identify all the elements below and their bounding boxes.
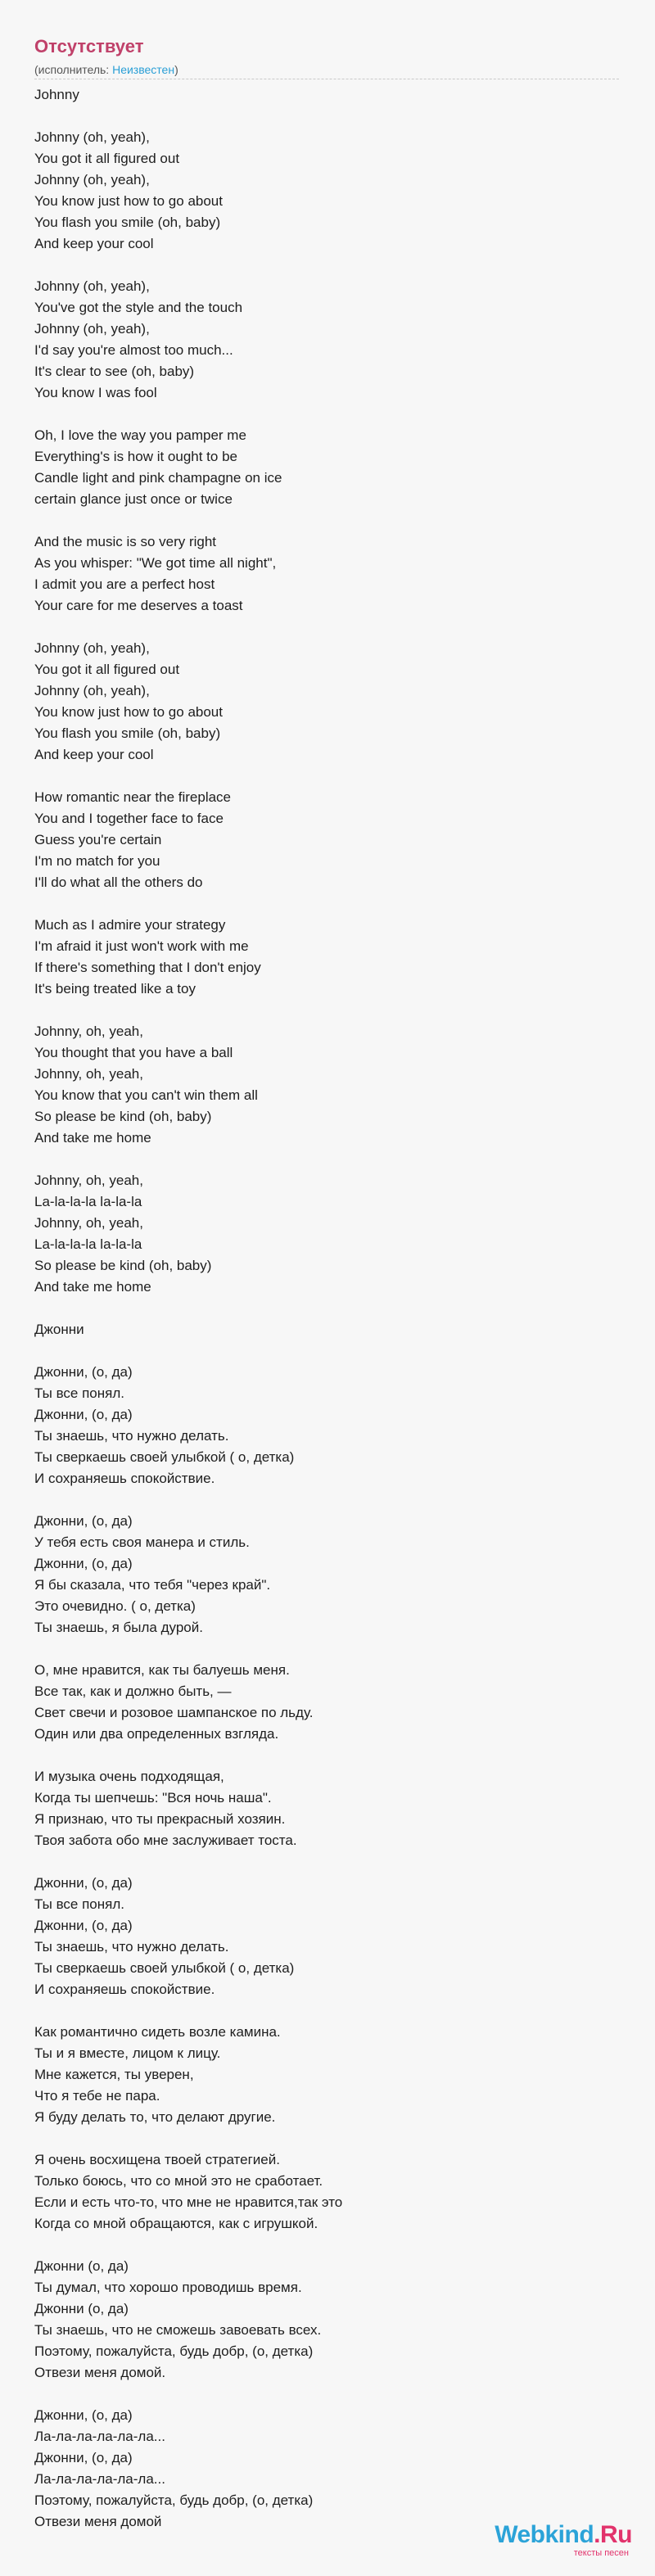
lyric-line: You thought that you have a ball [34, 1045, 233, 1060]
lyric-line: И музыка очень подходящая, [34, 1769, 224, 1784]
lyric-line: You flash you smile (oh, baby) [34, 215, 221, 230]
lyric-line: You know just how to go about [34, 704, 223, 720]
lyric-line: О, мне нравится, как ты балуешь меня. [34, 1662, 290, 1678]
lyric-line: Johnny, oh, yeah, [34, 1173, 143, 1188]
stanza-break [34, 2235, 619, 2256]
lyric-line: You and I together face to face [34, 811, 224, 826]
lyric-line: You flash you smile (oh, baby) [34, 725, 221, 741]
stanza-break [34, 1851, 619, 1873]
lyric-line: Твоя забота обо мне заслуживает тоста. [34, 1833, 297, 1848]
lyric-line: If there's something that I don't enjoy [34, 960, 261, 975]
lyric-line: Мне кажется, ты уверен, [34, 2067, 194, 2082]
lyric-line: I'll do what all the others do [34, 874, 203, 890]
lyric-line: Johnny, oh, yeah, [34, 1066, 143, 1082]
lyric-line: You got it all figured out [34, 151, 180, 166]
lyrics-text [34, 84, 619, 2533]
lyric-line: Поэтому, пожалуйста, будь добр, (о, детка) [34, 2492, 314, 2508]
stanza-break [34, 2384, 619, 2405]
lyric-line: It's being treated like a toy [34, 981, 196, 997]
lyric-line: You got it all figured out [34, 662, 180, 677]
lyric-line: Что я тебе не пара. [34, 2088, 160, 2104]
lyric-line: У тебя есть своя манера и стиль. [34, 1534, 250, 1550]
stanza-break [34, 1745, 619, 1766]
lyric-line: Johnny, oh, yeah, [34, 1024, 143, 1039]
lyric-line: Ла-ла-ла-ла-ла-ла... [34, 2429, 165, 2444]
lyric-line: I'm no match for you [34, 853, 160, 869]
logo-brand: Webkind [495, 2521, 594, 2548]
lyric-line: И сохраняешь спокойствие. [34, 1471, 215, 1486]
lyric-line: And take me home [34, 1130, 151, 1146]
lyric-line: La-la-la-la la-la-la [34, 1236, 142, 1252]
stanza-break [34, 510, 619, 531]
lyric-line: Джонни (о, да) [34, 2258, 129, 2274]
lyric-line: И сохраняешь спокойствие. [34, 1982, 215, 1997]
lyric-line: Отвези меня домой. [34, 2365, 166, 2380]
lyric-line: Johnny (oh, yeah), [34, 278, 150, 294]
lyric-line: Джонни, (о, да) [34, 1513, 133, 1529]
lyric-line: Я бы сказала, что тебя "через край". [34, 1577, 271, 1593]
lyric-line: Джонни, (о, да) [34, 2450, 133, 2465]
stanza-break [34, 255, 619, 276]
lyric-line: You know that you can't win them all [34, 1087, 258, 1103]
performer-prefix: (исполнитель: [34, 63, 113, 76]
lyric-line: Отвези меня домой [34, 2514, 162, 2529]
song-title: Отсутствует [34, 36, 144, 56]
stanza-break [34, 2000, 619, 2022]
song-header [34, 36, 619, 79]
lyric-line: Когда со мной обращаются, как с игрушкой. [34, 2216, 318, 2231]
lyric-line: And take me home [34, 1279, 151, 1295]
lyric-line: Свет свечи и розовое шампанское по льду. [34, 1705, 314, 1720]
lyric-line: Джонни, (о, да) [34, 1364, 133, 1380]
lyric-line: Johnny (oh, yeah), [34, 172, 150, 188]
stanza-break [34, 1149, 619, 1170]
lyric-line: How romantic near the fireplace [34, 789, 232, 805]
lyric-line: Джонни (о, да) [34, 2301, 129, 2316]
lyric-line: I'm afraid it just won't work with me [34, 938, 249, 954]
lyric-line: Oh, I love the way you pamper me [34, 427, 246, 443]
lyric-line: As you whisper: "We got time all night", [34, 555, 277, 571]
stanza-break [34, 1638, 619, 1660]
site-logo[interactable] [495, 2522, 632, 2558]
lyric-line: So please be kind (oh, baby) [34, 1109, 212, 1124]
lyric-line: Ты знаешь, что нужно делать. [34, 1428, 229, 1444]
lyric-line: You know just how to go about [34, 193, 223, 209]
lyric-line: Ты знаешь, что нужно делать. [34, 1939, 229, 1955]
lyric-line: Джонни [34, 1322, 84, 1337]
lyric-line: Ты знаешь, что не сможешь завоевать всех. [34, 2322, 322, 2338]
lyric-line: Johnny (oh, yeah), [34, 683, 150, 698]
lyric-line: Джонни, (о, да) [34, 1875, 133, 1891]
lyric-line: Ты думал, что хорошо проводишь время. [34, 2280, 302, 2295]
lyric-line: So please be kind (oh, baby) [34, 1258, 212, 1273]
stanza-break [34, 106, 619, 127]
lyric-line: I'd say you're almost too much... [34, 342, 233, 358]
stanza-break [34, 617, 619, 638]
lyric-line: Я очень восхищена твоей стратегией. [34, 2152, 280, 2167]
lyric-line: Ты сверкаешь своей улыбкой ( о, детка) [34, 1960, 295, 1976]
performer-suffix: ) [174, 63, 178, 76]
stanza-break [34, 1340, 619, 1362]
lyric-line: Один или два определенных взгляда. [34, 1726, 279, 1742]
stanza-break [34, 1298, 619, 1319]
lyric-line: Much as I admire your strategy [34, 917, 226, 933]
lyric-line: And keep your cool [34, 236, 154, 251]
lyric-line: Ты все понял. [34, 1896, 124, 1912]
lyric-line: Джонни, (о, да) [34, 2407, 133, 2423]
lyric-line: Если и есть что-то, что мне не нравится,так это [34, 2194, 343, 2210]
stanza-break [34, 1489, 619, 1511]
lyric-line: Johnny, oh, yeah, [34, 1215, 143, 1231]
lyric-line: You know I was fool [34, 385, 157, 400]
lyric-line: Ла-ла-ла-ла-ла-ла... [34, 2471, 165, 2487]
logo-tld: .Ru [594, 2521, 632, 2548]
lyric-line: Johnny (oh, yeah), [34, 640, 150, 656]
lyric-line: Johnny (oh, yeah), [34, 129, 150, 145]
stanza-break [34, 1000, 619, 1021]
logo-tagline: тексты песен [573, 2548, 629, 2558]
lyric-line: Your care for me deserves a toast [34, 598, 243, 613]
lyric-line: Джонни, (о, да) [34, 1556, 133, 1571]
lyric-line: Ты все понял. [34, 1385, 124, 1401]
lyric-line: La-la-la-la la-la-la [34, 1194, 142, 1209]
lyric-line: Поэтому, пожалуйста, будь добр, (о, детка) [34, 2343, 314, 2359]
lyric-line: Candle light and pink champagne on ice [34, 470, 282, 486]
lyric-line: It's clear to see (oh, baby) [34, 364, 195, 379]
stanza-break [34, 766, 619, 787]
lyric-line: Я буду делать то, что делают другие. [34, 2109, 276, 2125]
performer-link[interactable]: Неизвестен [112, 63, 175, 76]
stanza-break [34, 404, 619, 425]
lyric-line: Только боюсь, что со мной это не сработает. [34, 2173, 323, 2189]
lyric-line: Когда ты шепчешь: "Вся ночь наша". [34, 1790, 272, 1805]
logo-wordmark [495, 2522, 632, 2548]
lyric-line: Guess you're certain [34, 832, 162, 847]
stanza-break [34, 893, 619, 915]
lyric-line: You've got the style and the touch [34, 300, 243, 315]
lyric-line: Johnny (oh, yeah), [34, 321, 150, 337]
lyric-line: Ты знаешь, я была дурой. [34, 1620, 203, 1635]
lyric-line: Ты сверкаешь своей улыбкой ( о, детка) [34, 1449, 295, 1465]
lyric-line: Джонни, (о, да) [34, 1407, 133, 1422]
lyric-line: And keep your cool [34, 747, 154, 762]
lyric-line: Johnny [34, 87, 79, 102]
performer-line [34, 62, 619, 77]
lyric-line: And the music is so very right [34, 534, 217, 549]
stanza-break [34, 2128, 619, 2149]
lyric-line: Все так, как и должно быть, — [34, 1683, 232, 1699]
lyric-line: Я признаю, что ты прекрасный хозяин. [34, 1811, 286, 1827]
lyric-line: Ты и я вместе, лицом к лицу. [34, 2045, 221, 2061]
lyric-line: certain glance just once or twice [34, 491, 233, 507]
lyric-line: I admit you are a perfect host [34, 576, 215, 592]
lyric-line: Джонни, (о, да) [34, 1918, 133, 1933]
lyric-line: Как романтично сидеть возле камина. [34, 2024, 281, 2040]
lyric-line: Everything's is how it ought to be [34, 449, 237, 464]
lyric-line: Это очевидно. ( о, детка) [34, 1598, 196, 1614]
